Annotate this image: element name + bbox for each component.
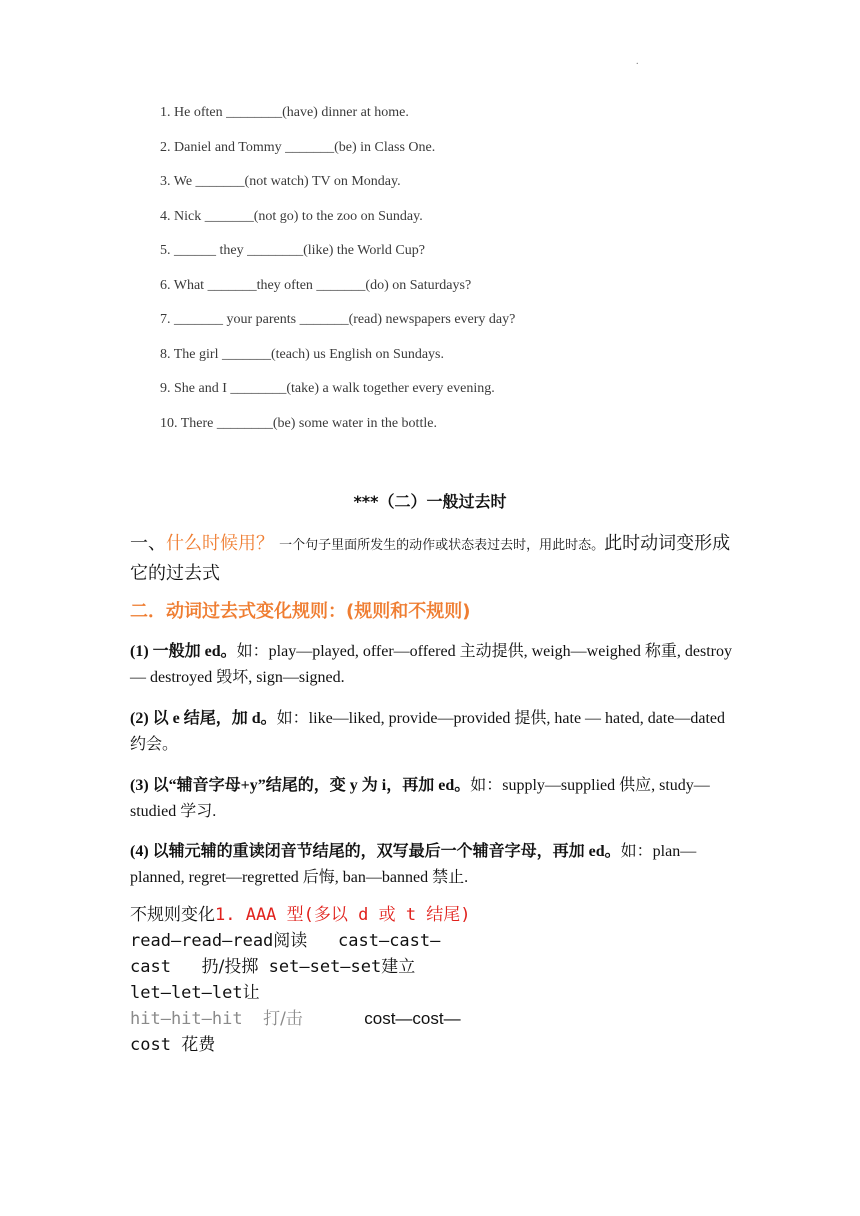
verb-meaning: 打/击: [263, 1009, 303, 1029]
rule-item: [130, 773, 735, 825]
verb-forms: cost—cost—: [364, 1009, 461, 1028]
irregular-type-heading: 1. AAA 型(多以 d 或 t 结尾): [215, 905, 471, 925]
verb-forms: hit—hit—hit: [130, 1009, 243, 1029]
verb-forms: cast—cast—: [338, 931, 441, 951]
irregular-line: [130, 928, 750, 954]
rule-text: 如：like—liked, provide—provided 提供, hate — hated, date—dated 约会。: [130, 710, 726, 753]
verb-meaning: 让: [242, 983, 260, 1003]
exercise-item: 2. Daniel and Tommy _______(be) in Class One.: [160, 139, 436, 155]
rule-item: [130, 639, 735, 691]
verb-forms-continued: cost: [130, 1035, 171, 1055]
when-to-use-question: 什么时候用？: [166, 533, 274, 554]
when-to-use-heading: [130, 530, 740, 588]
verb-meaning: 扔/投掷: [201, 957, 259, 977]
when-to-use-explanation: 一个句子里面所发生的动作或状态表过去时，用此时态。: [279, 538, 605, 553]
rule-label: (4) 以辅元辅的重读闭音节结尾的，双写最后一个辅音字母，再加 ed。: [130, 843, 621, 860]
irregular-lead: 不规则变化: [130, 905, 215, 925]
exercise-item: 4. Nick _______(not go) to the zoo on Sunday.: [160, 208, 423, 224]
irregular-line: [130, 1032, 750, 1058]
exercise-item: 9. She and I ________(take) a walk together every evening.: [160, 381, 495, 396]
verb-forms: set—set—set: [268, 957, 382, 977]
irregular-line: [130, 954, 750, 980]
verb-forms: read—read—read: [130, 931, 274, 951]
verb-meaning: 建立: [381, 957, 416, 977]
verb-meaning: 花费: [181, 1035, 216, 1055]
rule-text: 如：supply—supplied 供应, study—studied 学习.: [130, 777, 710, 820]
rule-label: (1) 一般加 ed。: [130, 643, 237, 660]
verb-forms-continued: cast: [130, 957, 171, 977]
heading-number: 一、: [130, 533, 166, 554]
irregular-heading-line: [130, 902, 750, 928]
exercise-item: 6. What _______they often _______(do) on Saturdays?: [160, 277, 472, 293]
rule-item: [130, 706, 735, 758]
when-to-use-emphasis: 此时动词变形成它的过去式: [130, 533, 731, 584]
rule-text: 如：plan—planned, regret—regretted 后悔, ban—banned 禁止.: [130, 843, 697, 886]
rules-heading: 二．动词过去式变化规则：(规则和不规则): [130, 601, 471, 622]
rule-text: 如：play—played, offer—offered 主动提供, weigh—weighed 称重, destroy— destroyed 毁坏, sign—signed.: [130, 643, 732, 686]
verb-meaning: 阅读: [273, 931, 308, 951]
irregular-line: [130, 1006, 750, 1032]
exercise-item: 7. _______ your parents _______(read) newspapers every day?: [160, 312, 516, 327]
irregular-line: [130, 980, 750, 1006]
corner-mark: .: [636, 56, 639, 67]
exercise-item: 5. ______ they ________(like) the World Cup?: [160, 243, 425, 258]
verb-forms: let—let—let: [130, 983, 243, 1003]
irregular-verbs: [130, 902, 750, 1058]
exercise-item: 1. He often ________(have) dinner at home.: [160, 105, 409, 120]
exercise-item: 8. The girl _______(teach) us English on Sundays.: [160, 346, 444, 362]
rule-label: (3) 以“辅音字母+y”结尾的，变 y 为 i，再加 ed。: [130, 777, 471, 794]
exercise-list: [160, 103, 515, 448]
section-title: ***（二）一般过去时: [353, 492, 507, 511]
rule-label: (2) 以 e 结尾，加 d。: [130, 710, 277, 727]
exercise-item: 3. We _______(not watch) TV on Monday.: [160, 174, 401, 189]
rule-item: [130, 839, 735, 891]
exercise-item: 10. There ________(be) some water in the bottle.: [160, 415, 437, 431]
